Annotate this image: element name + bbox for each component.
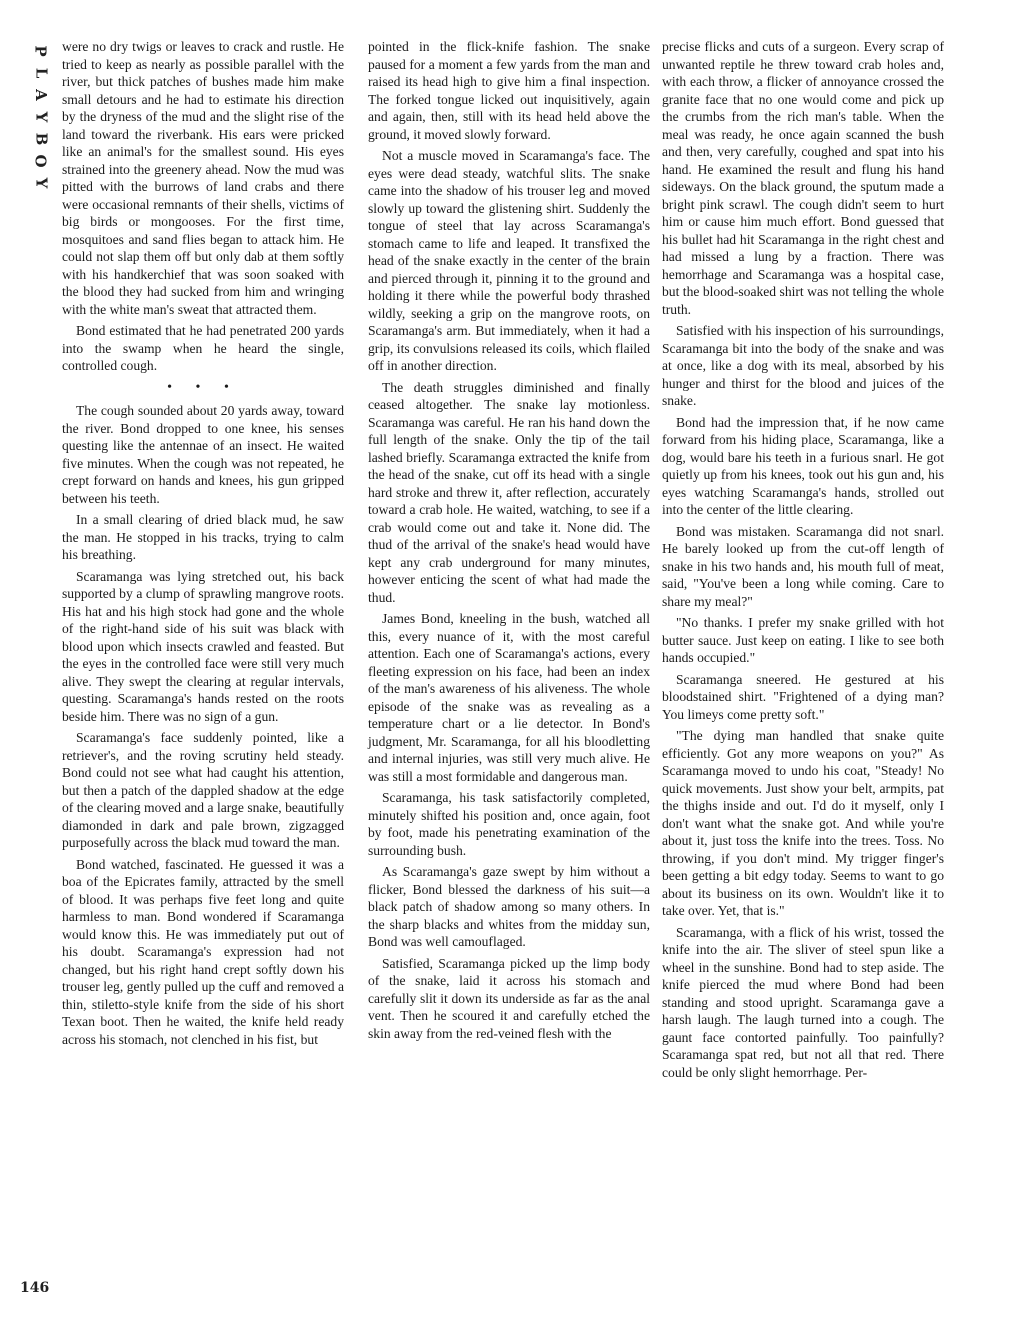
paragraph: Scaramanga, with a flick of his wrist, tossed the knife into the air. The sliver of steel spun like a wheel in the sunshine. Bond had to step aside. The knife pierced the mud where Bond had been standing and stood upright. Scaramanga gave a harsh laugh. The laugh turned into a cough. The gaunt face contorted painfully. Too painfully? Scaramanga spat red, but not all that red. There could be only slight hemorrhage. Per-	[662, 924, 944, 1080]
text-column-3	[662, 38, 944, 1085]
magazine-name-letter: Y	[32, 111, 50, 123]
text-column-1	[62, 38, 344, 1052]
magazine-name-letter: L	[31, 67, 50, 79]
paragraph: The death struggles diminished and finally ceased altogether. The snake lay motionless. Scaramanga was careful. He ran his hand down the full length of the snake. Only the tip of the tail lashed briefly. Scaramanga extracted the knife from the head of the snake, cut off its head with a single hard stroke and threw it, after reflection, accurately toward a crab hole. He waited, watching, to see if a crab would come out and take it. None did. The thud of the arrival of the snake's head would have kept any crab underground for many minutes, however enticing the scent of what had made the thud.	[368, 379, 650, 605]
paragraph: "The dying man handled that snake quite efficiently. Got any more weapons on you?" As Scaramanga moved to undo his coat, "Steady! No quick movements. Just show your belt, armpits, pat the thighs inside and out. I'd do it myself, only I don't want what the snake got. And while you're about it, just toss the knife into the trees. Toss. No throwing, if you don't mind. My trigger finger's been getting a bit edgy today. Seems to want to go about its business on its own. Wouldn't like it to take over. Yet, that is."	[662, 728, 944, 918]
paragraph: Bond watched, fascinated. He guessed it was a boa of the Epicrates family, attracted by the smell of blood. It was perhaps five feet long and quite harmless to man. Bond wondered if Scaramanga would know this. He was immediately put out of his doubt. Scaramanga's expression had not changed, but his right hand crept softly down his trouser leg, gently pulled up the cuff and removed a thin, stiletto-style knife from the side of his short Texan boot. Then he waited, the knife held ready across his stomach, not clenched in his fist, but	[62, 856, 344, 1047]
paragraph: Satisfied with his inspection of his surroundings, Scaramanga bit into the body of the snake and was at once, like a dog with its meal, absorbed by his hunger and thirst for the blood and juices of the snake.	[662, 323, 944, 408]
page-number: 146	[20, 1280, 50, 1296]
paragraph: pointed in the flick-knife fashion. The snake paused for a moment a few yards from the man and raised its head high to give him a final inspection. The forked tongue licked out inquisitively, again and again, then, still with its head held above the ground, it moved slowly forward.	[368, 39, 650, 142]
magazine-name-letter: Y	[32, 177, 50, 189]
magazine-name-letter: P	[32, 45, 50, 57]
magazine-name-letter: B	[32, 132, 50, 146]
paragraph: Bond had the impression that, if he now came forward from his hiding place, Scaramanga, like a dog, would bare his teeth in a furious snarl. He got quietly up from his knees, took out his gun and, his eyes watching Scaramanga's hands, strolled out into the center of the little clearing.	[662, 414, 944, 517]
paragraph: Scaramanga was lying stretched out, his back supported by a clump of sprawling mangrove roots. His hat and his high stock had gone and the whole of the right-hand side of his suit was black with blood upon which insects crawled and feasted. But the eyes in the controlled face were still very much alive. They swept the clearing at regular intervals, questing. Scaramanga's hands rested on the roots beside him. There was no sign of a gun.	[62, 568, 344, 724]
paragraph: Bond was mistaken. Scaramanga did not snarl. He barely looked up from the cut-off length of snake in his two hands and, his mouth full of meat, said, "You've been a long while coming. Care to share my meal?"	[662, 523, 944, 609]
paragraph: As Scaramanga's gaze swept by him without a flicker, Bond blessed the darkness of his suit—a black patch of shadow among so many others. In the sharp blacks and whites from the midday sun, Bond was well camouflaged.	[368, 864, 650, 949]
paragraph: Satisfied, Scaramanga picked up the limp body of the snake, laid it across his stomach and carefully slit it down its underside as far as the anal vent. Then he scoured it and carefully etched the skin away from the red-veined flesh with the	[368, 955, 650, 1041]
paragraph: James Bond, kneeling in the bush, watched all this, every nuance of it, with the most careful attention. Each one of Scaramanga's actions, every fleeting expression on his face, had been an index of the man's awareness of his aliveness. The whole episode of the snake was as revealing as a temperature chart or a lie detector. In Bond's judgment, Mr. Scaramanga, for all his bloodletting and internal injuries, was still very much alive. He was still a most formidable and dangerous man.	[368, 611, 650, 784]
section-break: • • •	[167, 379, 239, 395]
text-column-2	[368, 38, 650, 1046]
magazine-name-letter: A	[31, 89, 50, 101]
paragraph: precise flicks and cuts of a surgeon. Every scrap of unwanted reptile he threw toward crab holes and, with each throw, a flicker of annoyance crossed the granite face that no one would come and pick up the crumbs from the rich man's table. When the meal was ready, he once again scanned the bush and then, very carefully, coughed and spat into his hand. He examined the result and flung his hand sideways. On the black ground, the sputum made a bright pink scrawl. The cough didn't seem to hurt him or cause him much effort. Bond guessed that his bullet had hit Scaramanga in the right chest and had missed a lung by a fraction. There was hemorrhage and Scaramanga was a hospital case, but the blood-soaked shirt was not telling the whole truth.	[662, 39, 944, 317]
magazine-name-letter: O	[31, 154, 50, 168]
paragraph: Scaramanga sneered. He gestured at his bloodstained shirt. "Frightened of a dying man? You limeys come pretty soft."	[662, 671, 944, 722]
paragraph: Bond estimated that he had penetrated 200 yards into the swamp when he heard the single, controlled cough.	[62, 323, 344, 373]
paragraph: In a small clearing of dried black mud, he saw the man. He stopped in his tracks, trying to calm his breathing.	[62, 512, 344, 562]
paragraph: Scaramanga, his task satisfactorily completed, minutely shifted his position and, once again, foot by foot, made his penetrating examination of the surrounding bush.	[368, 790, 650, 858]
paragraph: The cough sounded about 20 yards away, toward the river. Bond dropped to one knee, his senses questing like the antennae of an insect. He waited five minutes. When the cough was not repeated, he crept forward on hands and knees, his gun gripped between his teeth.	[62, 403, 344, 506]
paragraph: were no dry twigs or leaves to crack and rustle. He tried to keep as nearly as possible parallel with the river, but thick patches of bushes made him make small detours and he had to estimate his direction by the dryness of the mud and the slight rise of the land toward the riverbank. His ears were pricked like an animal's for the smallest sound. His eyes strained into the greenery ahead. Now the mud was pitted with the burrows of land crabs and there were occasional remnants of their shells, victims of big birds or mongooses. For the first time, mosquitoes and sand flies began to attack him. He could not slap them off but only dab at them softly with his handkerchief that was soon soaked with the blood they had sucked from him and wringing with the white man's sweat that attracted them.	[62, 39, 344, 317]
paragraph: Scaramanga's face suddenly pointed, like a retriever's, and the roving scrutiny held steady. Bond could not see what had caught his attention, but then a patch of the dappled shadow at the edge of the clearing moved and a large snake, beautifully diamonded in dark and pale brown, zigzagged purposefully across the black mud toward the man.	[62, 730, 344, 850]
paragraph: "No thanks. I prefer my snake grilled with hot butter sauce. Just keep on eating. I like to see both hands occupied."	[662, 615, 944, 665]
magazine-name-vertical	[30, 40, 52, 194]
paragraph: Not a muscle moved in Scaramanga's face. The eyes were dead steady, watchful slits. The snake came into the shadow of his trouser leg and moved slowly up toward the glistening shirt. Suddenly the tongue of steel that lay across Scaramanga's stomach came to life and leaped. It transfixed the head of the snake exactly in the center of the brain and pierced through it, pinning it to the ground and holding it there while the powerful body thrashed wildly, seeking a grip on the mangrove roots, on Scaramanga's arm. But immediately, when it had a grip, its convulsions released its coils, which flailed off in another direction.	[368, 148, 650, 373]
